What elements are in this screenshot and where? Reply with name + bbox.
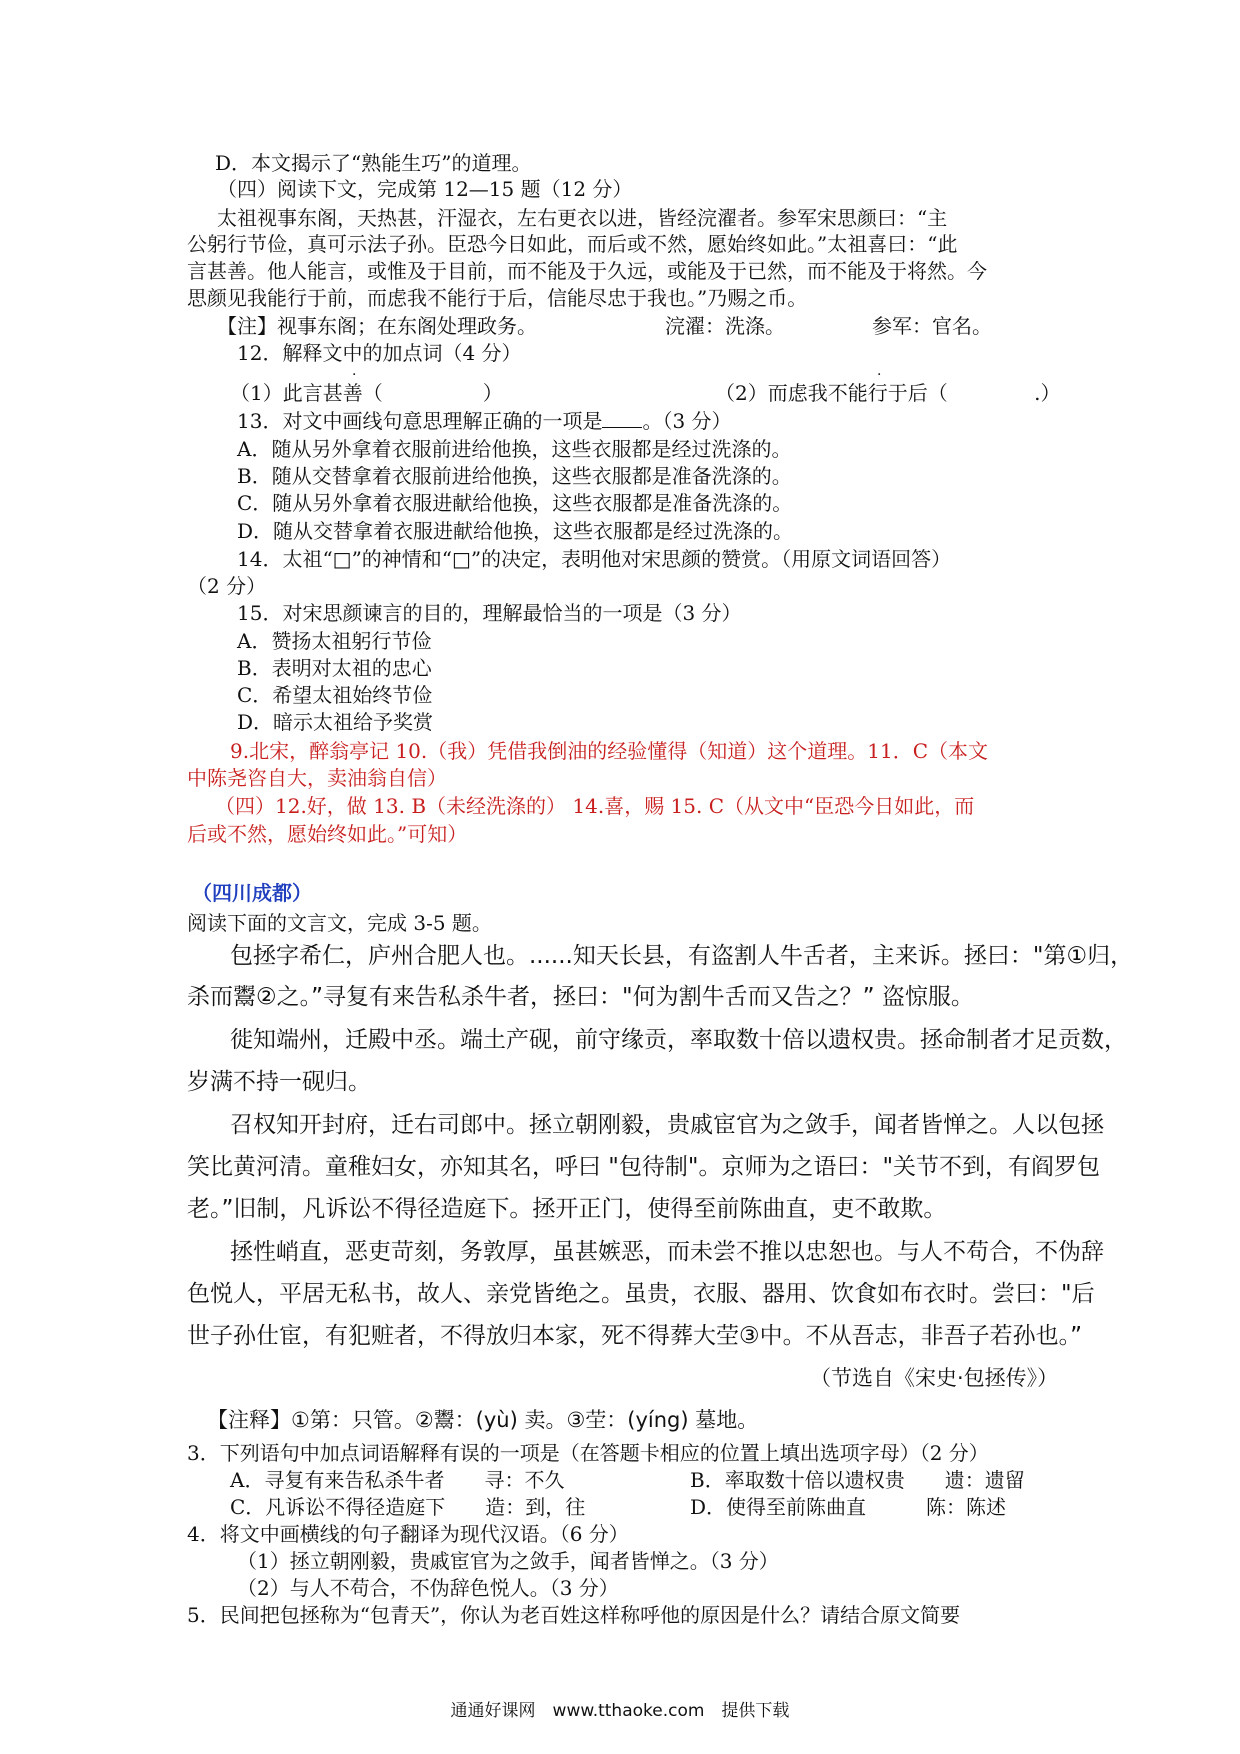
- passage-line: 拯性峭直，恶吏苛刻，务敦厚，虽甚嫉恶，而未尝不推以忠恕也。与人不苟合，不伪辞: [230, 1239, 1104, 1265]
- question-3: 3．下列语句中加点词语解释有误的一项是（在答题卡相应的位置上填出选项字母）（2 分）: [187, 1441, 989, 1465]
- option-d: D．使得至前陈曲直 陈：陈述: [690, 1495, 1007, 1519]
- question-12: 12．解释文中的加点词（4 分）: [237, 341, 522, 365]
- passage-line: 召权知开封府，迁右司郎中。拯立朝刚毅，贵戚宦官为之敛手，闻者皆惮之。人以包拯: [230, 1112, 1104, 1138]
- question-5: 5．民间把包拯称为“包青天”，你认为老百姓这样称呼他的原因是什么？请结合原文简要: [187, 1603, 961, 1627]
- question-4: 4．将文中画横线的句子翻译为现代汉语。（6 分）: [187, 1522, 629, 1546]
- question-12-2: （2）而虑我不能行于后（ .）: [715, 381, 1061, 405]
- answer-line: 中陈尧咨自大，卖油翁自信）: [187, 766, 447, 790]
- note-canjun: 参军：官名。: [872, 314, 992, 338]
- option-c: C．希望太祖始终节俭: [237, 683, 433, 707]
- option-b: B．随从交替拿着衣服前进给他换，这些衣服都是准备洗涤的。: [237, 464, 792, 488]
- emphasis-dot: ·: [352, 367, 357, 383]
- option-c: C．凡诉讼不得径造庭下 造：到，往: [230, 1495, 586, 1519]
- note-huanzhuo: 浣濯：洗涤。: [665, 314, 785, 338]
- question-12-1: （1）此言甚善（ ）: [230, 381, 503, 405]
- question-4-1: （1）拯立朝刚毅，贵戚宦官为之敛手，闻者皆惮之。（3 分）: [237, 1549, 779, 1573]
- question-15: 15．对宋思颜谏言的目的，理解最恰当的一项是（3 分）: [237, 601, 742, 625]
- option-d-prev: D．本文揭示了“熟能生巧”的道理。: [215, 151, 532, 175]
- option-c: C．随从另外拿着衣服进献给他换，这些衣服都是准备洗涤的。: [237, 491, 793, 515]
- option-a: A．赞扬太祖躬行节俭: [237, 629, 432, 653]
- passage-line: 思颜见我能行于前，而虑我不能行于后，信能尽忠于我也。”乃赐之币。: [187, 286, 808, 310]
- answer-blank: [602, 409, 642, 428]
- passage-line: 岁满不持一砚归。: [187, 1069, 371, 1095]
- question-14-score: （2 分）: [187, 574, 267, 598]
- option-a: A．寻复有来告私杀牛者 寻：不久: [230, 1468, 565, 1492]
- note-shishi: 【注】视事东阁；在东阁处理政务。: [217, 314, 537, 338]
- passage-source: （节选自《宋史·包拯传》）: [810, 1366, 1059, 1390]
- option-d: D．随从交替拿着衣服进献给他换，这些衣服都是经过洗涤的。: [237, 519, 794, 543]
- passage-line: 色悦人，平居无私书，故人、亲党皆绝之。虽贵，衣服、器用、饮食如布衣时。尝曰："后: [187, 1281, 1095, 1307]
- page-footer: 通通好课网 www.tthaoke.com 提供下载: [450, 1701, 790, 1721]
- emphasis-dot: ·: [877, 367, 882, 383]
- passage-line: 包拯字希仁，庐州合肥人也。......知天长县，有盗割人牛舌者，主来诉。拯曰："第①归，: [230, 943, 1134, 969]
- passage-line: 徙知端州，迁殿中丞。端土产砚，前守缘贡，率取数十倍以遗权贵。拯命制者才足贡数，: [230, 1027, 1127, 1053]
- option-b: B．率取数十倍以遗权贵 遗：遗留: [690, 1468, 1025, 1492]
- question-13: 13．对文中画线句意思理解正确的一项是 。（3 分）: [237, 409, 732, 433]
- reading-instruction: 阅读下面的文言文，完成 3-5 题。: [187, 911, 492, 935]
- answer-line: 9.北宋，醉翁亭记 10.（我）凭借我倒油的经验懂得（知道）这个道理。11．C（本文: [230, 739, 988, 763]
- question-14: 14．太祖“□”的神情和“□”的决定，表明他对宋思颜的赞赏。（用原文词语回答）: [237, 547, 952, 571]
- option-b: B．表明对太祖的忠心: [237, 656, 432, 680]
- passage-line: 杀而鬻②之。”寻复有来告私杀牛者，拯曰："何为割牛舌而又告之？” 盗惊服。: [187, 984, 974, 1010]
- passage-line: 太祖视事东阁，天热甚，汗湿衣，左右更衣以进，皆经浣濯者。参军宋思颜曰：“主: [217, 206, 948, 230]
- question-4-2: （2）与人不苟合，不伪辞色悦人。（3 分）: [237, 1576, 619, 1600]
- passage-line: 公躬行节俭，真可示法子孙。臣恐今日如此，而后或不然，愿始终如此。”太祖喜曰：“此: [187, 232, 958, 256]
- option-d: D．暗示太祖给予奖赏: [237, 710, 434, 734]
- option-a: A．随从另外拿着衣服前进给他换，这些衣服都是经过洗涤的。: [237, 437, 792, 461]
- passage-line: 世子孙仕宦，有犯赃者，不得放归本家，死不得葬大茔③中。不从吾志，非吾子若孙也。”: [187, 1323, 1083, 1349]
- passage-line: 言甚善。他人能言，或惟及于目前，而不能及于久远，或能及于已然，而不能及于将然。今: [187, 259, 987, 283]
- answer-line: （四）12.好，做 13. B（未经洗涤的） 14.喜，赐 15. C（从文中“臣恐今日如此，而: [215, 794, 975, 818]
- annotation-note: 【注释】①第：只管。②鬻：(yù) 卖。③茔：(yíng) 墓地。: [207, 1408, 759, 1432]
- section-heading-4: （四）阅读下文，完成第 12—15 题（12 分）: [217, 177, 633, 201]
- passage-line: 笑比黄河清。童稚妇女，亦知其名，呼曰 "包待制"。京师为之语曰："关节不到，有阎罗包: [187, 1154, 1101, 1180]
- answer-line: 后或不然，愿始终如此。”可知）: [187, 822, 468, 846]
- region-heading: （四川成都）: [192, 881, 312, 905]
- passage-line: 老。”旧制，凡诉讼不得径造庭下。拯开正门，使得至前陈曲直，吏不敢欺。: [187, 1196, 947, 1222]
